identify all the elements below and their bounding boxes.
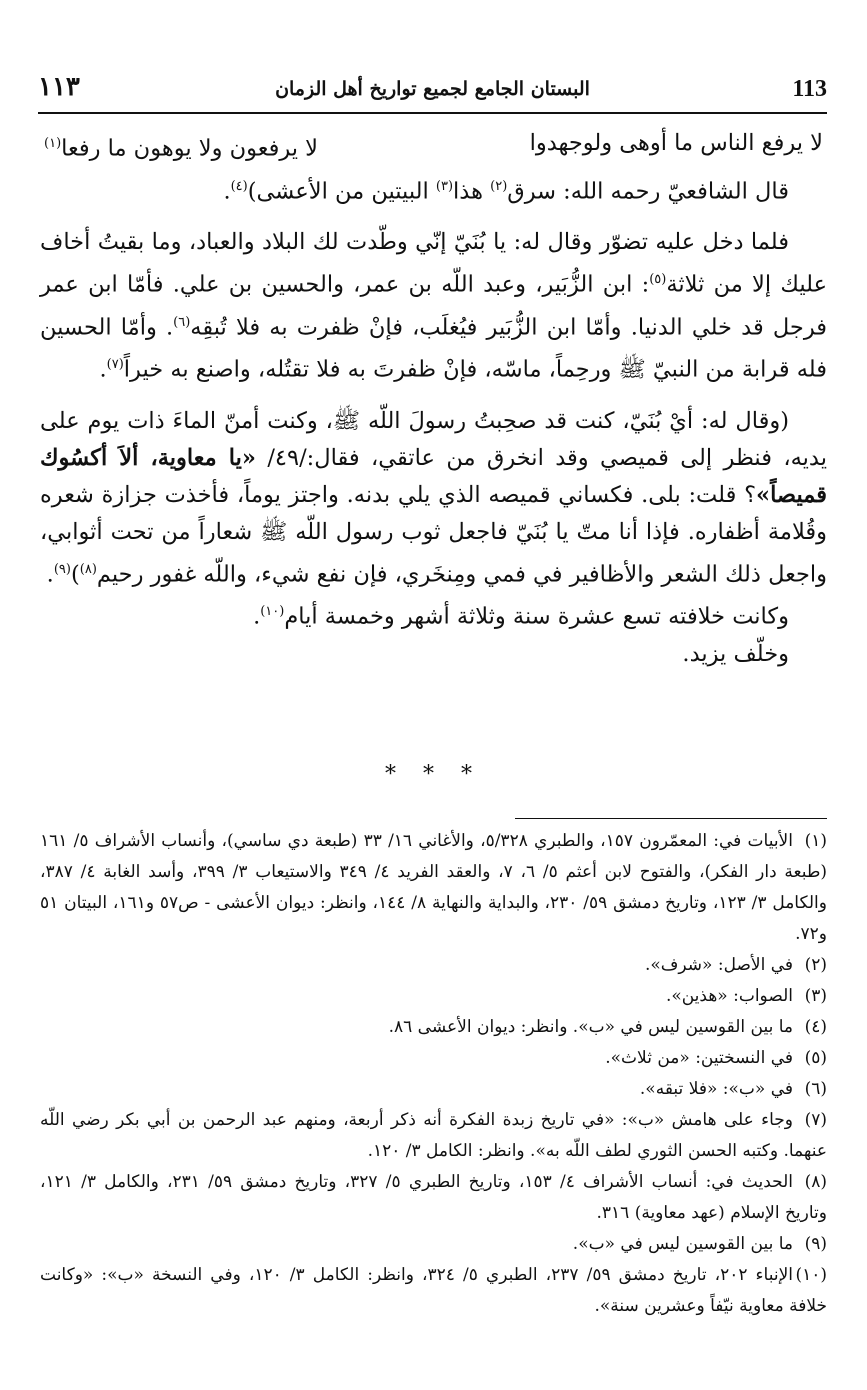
footnote-9 (40, 1229, 827, 1260)
poem-verse (40, 125, 827, 168)
footnote-number: (١) (804, 831, 827, 851)
footnote-8 (40, 1167, 827, 1229)
hadith-quote: «يا معاوية، ألاَ أكسُوك قميصاً» (40, 444, 827, 508)
footnote-text: الأبيات في: المعمّرون ١٥٧، والطبري ٥/٣٢٨، والأغاني ١٦/ ٣٣ (طبعة دي ساسي)، وأنساب الأشراف ٥/ ١٦١ (طبعة دار الفكر)، والفتوح لابن أعثم ٥/ ٦، ٧، والعقد الفريد ٤/ ٣٤٩ والاستيعاب ٣/ ٣٩٩، وأسد الغابة ٤/ ٣٨٧، والكامل ٣/ ١٢٣، وتاريخ دمشق ٥٩/ ٢٣٠، والبداية والنهاية ٨/ ١٤٤، وانظر: ديوان الأعشى - ص٥٧ و١٦١، البيتان ٥١ و٧٢. (40, 831, 828, 944)
section-separator: * * * (385, 762, 482, 787)
footnote-number: (٨) (804, 1172, 828, 1192)
footnote-ref: (٦) (173, 314, 191, 330)
footnote-ref: (٤) (230, 178, 248, 194)
verse-second-hemistich (44, 125, 318, 168)
para-text: (وقال له: أيْ بُنَيّ، كنت قد صحِبتُ رسولَ اللّه ﷺ، وكنت أمنّ الماءَ ذات يوم على يديه، فنظر إلى قميصي وقد انخرق من عاتقي، فقال:/٤٩/ (40, 407, 828, 471)
footnote-text: الإنباء ٢٠٢، تاريخ دمشق ٥٩/ ٢٣٧، الطبري ٥/ ٣٢٤، وانظر: الكامل ٣/ ١٢٠، وفي النسخة «ب»: «وكانت خلافة معاوية نيّفاً وعشرين سنة». (40, 1265, 827, 1316)
footnote-divider (515, 818, 827, 819)
footnote-text: ما بين القوسين ليس في «ب». وانظر: ديوان الأعشى ٨٦. (388, 1017, 793, 1037)
para-text: . وأمّا الحسين فله قرابة من النبيّ ﷺ ورحِماً، ماسّه، فإنْ ظفرتَ به فلا تقتُله، واصنع به خيراً (40, 314, 827, 383)
footnote-2 (40, 950, 827, 981)
footnote-10 (40, 1260, 827, 1322)
footnote-ref: (٣) (435, 178, 454, 194)
footnote-5 (40, 1043, 827, 1074)
footnote-text: ما بين القوسين ليس في «ب». (572, 1234, 793, 1254)
footnote-ref: (٥) (649, 272, 667, 287)
footnote-text: الصواب: «هذين». (665, 986, 793, 1006)
para-text: ؟ قلت: بلى. فكساني قميصه الذي يلي بدنه. واجتز يوماً، فأخذت جزازة شعره وقُلامة أظفاره. فإذا أنا متّ يا بُنَيّ فاجعل ثوب رسول اللّه ﷺ شعاراً من تحت أثوابي، واجعل ذلك الشعر والأظافير في فمي ومِنخَري، فإن نفع شيء، واللّه غفور رحيم (40, 481, 827, 587)
footnote-1 (40, 826, 827, 950)
footnote-ref: (٧) (106, 357, 124, 372)
para-text: وخلّف يزيد. (682, 640, 789, 667)
paragraph-deathbed (40, 224, 827, 389)
footnote-4 (40, 1012, 827, 1043)
footnote-text: في الأصل: «شرف». (644, 955, 793, 975)
page-header (38, 62, 827, 114)
footnote-text: في النسختين: «من ثلاث». (605, 1048, 793, 1068)
footnote-ref: (٩) (53, 561, 71, 577)
footnote-6 (40, 1074, 827, 1105)
paragraph-successor (40, 636, 827, 673)
footnote-number: (٥) (804, 1048, 827, 1068)
para-text: . (46, 561, 54, 587)
running-title: البستان الجامع لجميع تواريخ أهل الزمان (275, 78, 590, 100)
footnote-number: (٧) (804, 1110, 827, 1130)
footnote-ref: (٨) (79, 561, 97, 577)
para-text: : ابن الزُّبَير، وعبد اللّه بن عمر، والحسين بن علي. فأمّا ابن عمر فرجل قد خلي الدنيا. وأمّا ابن الزُّبَير فيُغلَب، فإنْ ظفرت به فلا تُبقِه (40, 271, 827, 340)
para-text: ) (70, 561, 80, 587)
footnote-number: (٩) (804, 1234, 827, 1254)
para-text: وكانت خلافته تسع عشرة سنة وثلاثة أشهر وخمسة أيام (284, 603, 789, 630)
footnote-ref: (١) (44, 136, 62, 151)
para-text: . (253, 603, 261, 630)
footnote-number: (٦) (804, 1079, 827, 1099)
para-text: قال الشافعيّ رحمه الله: سرق (507, 178, 789, 204)
footnote-number: (٣) (804, 986, 827, 1006)
footnote-text: وجاء على هامش «ب»: «في تاريخ زبدة الفكرة أنه ذكر أربعة، ومنهم عبد الرحمن بن أبي بكر رضي اللّه عنهما. وكتبه الحسن الثوري لطف اللّه به». وانظر: الكامل ٣/ ١٢٠. (40, 1110, 827, 1161)
footnote-text: الحديث في: أنساب الأشراف ٤/ ١٥٣، وتاريخ الطبري ٥/ ٣٢٧، وتاريخ دمشق ٥٩/ ٢٣١، والكامل ٣/ ١٢١، وتاريخ الإسلام (عهد معاوية) ٣١٦. (40, 1172, 827, 1223)
main-text (40, 125, 827, 673)
footnote-number: (٤) (804, 1017, 827, 1037)
footnote-ref: (١٠) (260, 604, 285, 619)
verse-second-text: لا يرفعون ولا يوهون ما رفعا (61, 135, 319, 162)
page-number-latin: 113 (792, 76, 827, 102)
para-text: هذا (453, 178, 491, 204)
footnote-ref: (٢) (490, 178, 508, 194)
footnote-3 (40, 981, 827, 1012)
page-number-arabic: ١١٣ (38, 72, 80, 102)
footnote-text: في «ب»: «فلا تبقه». (639, 1079, 793, 1099)
paragraph-shirt (40, 403, 827, 594)
paragraph-shafii (40, 168, 827, 211)
footnote-number: (٢) (804, 955, 827, 975)
para-text: البيتين من الأعشى) (247, 178, 436, 204)
paragraph-caliphate (40, 593, 827, 636)
para-text: . (223, 178, 231, 204)
para-text: . (99, 356, 107, 383)
footnote-7 (40, 1105, 827, 1167)
footnote-number: (١٠) (795, 1265, 828, 1285)
verse-first-hemistich: لا يرفع الناس ما أوهى ولوجهدوا (529, 130, 823, 156)
footnotes (40, 826, 827, 1322)
para-text: فلما دخل عليه تضوّر وقال له: يا بُنَيّ إنّي وطّدت لك البلاد والعباد، وما بقيتُ أخاف عليك إلا من ثلاثة (40, 229, 828, 298)
